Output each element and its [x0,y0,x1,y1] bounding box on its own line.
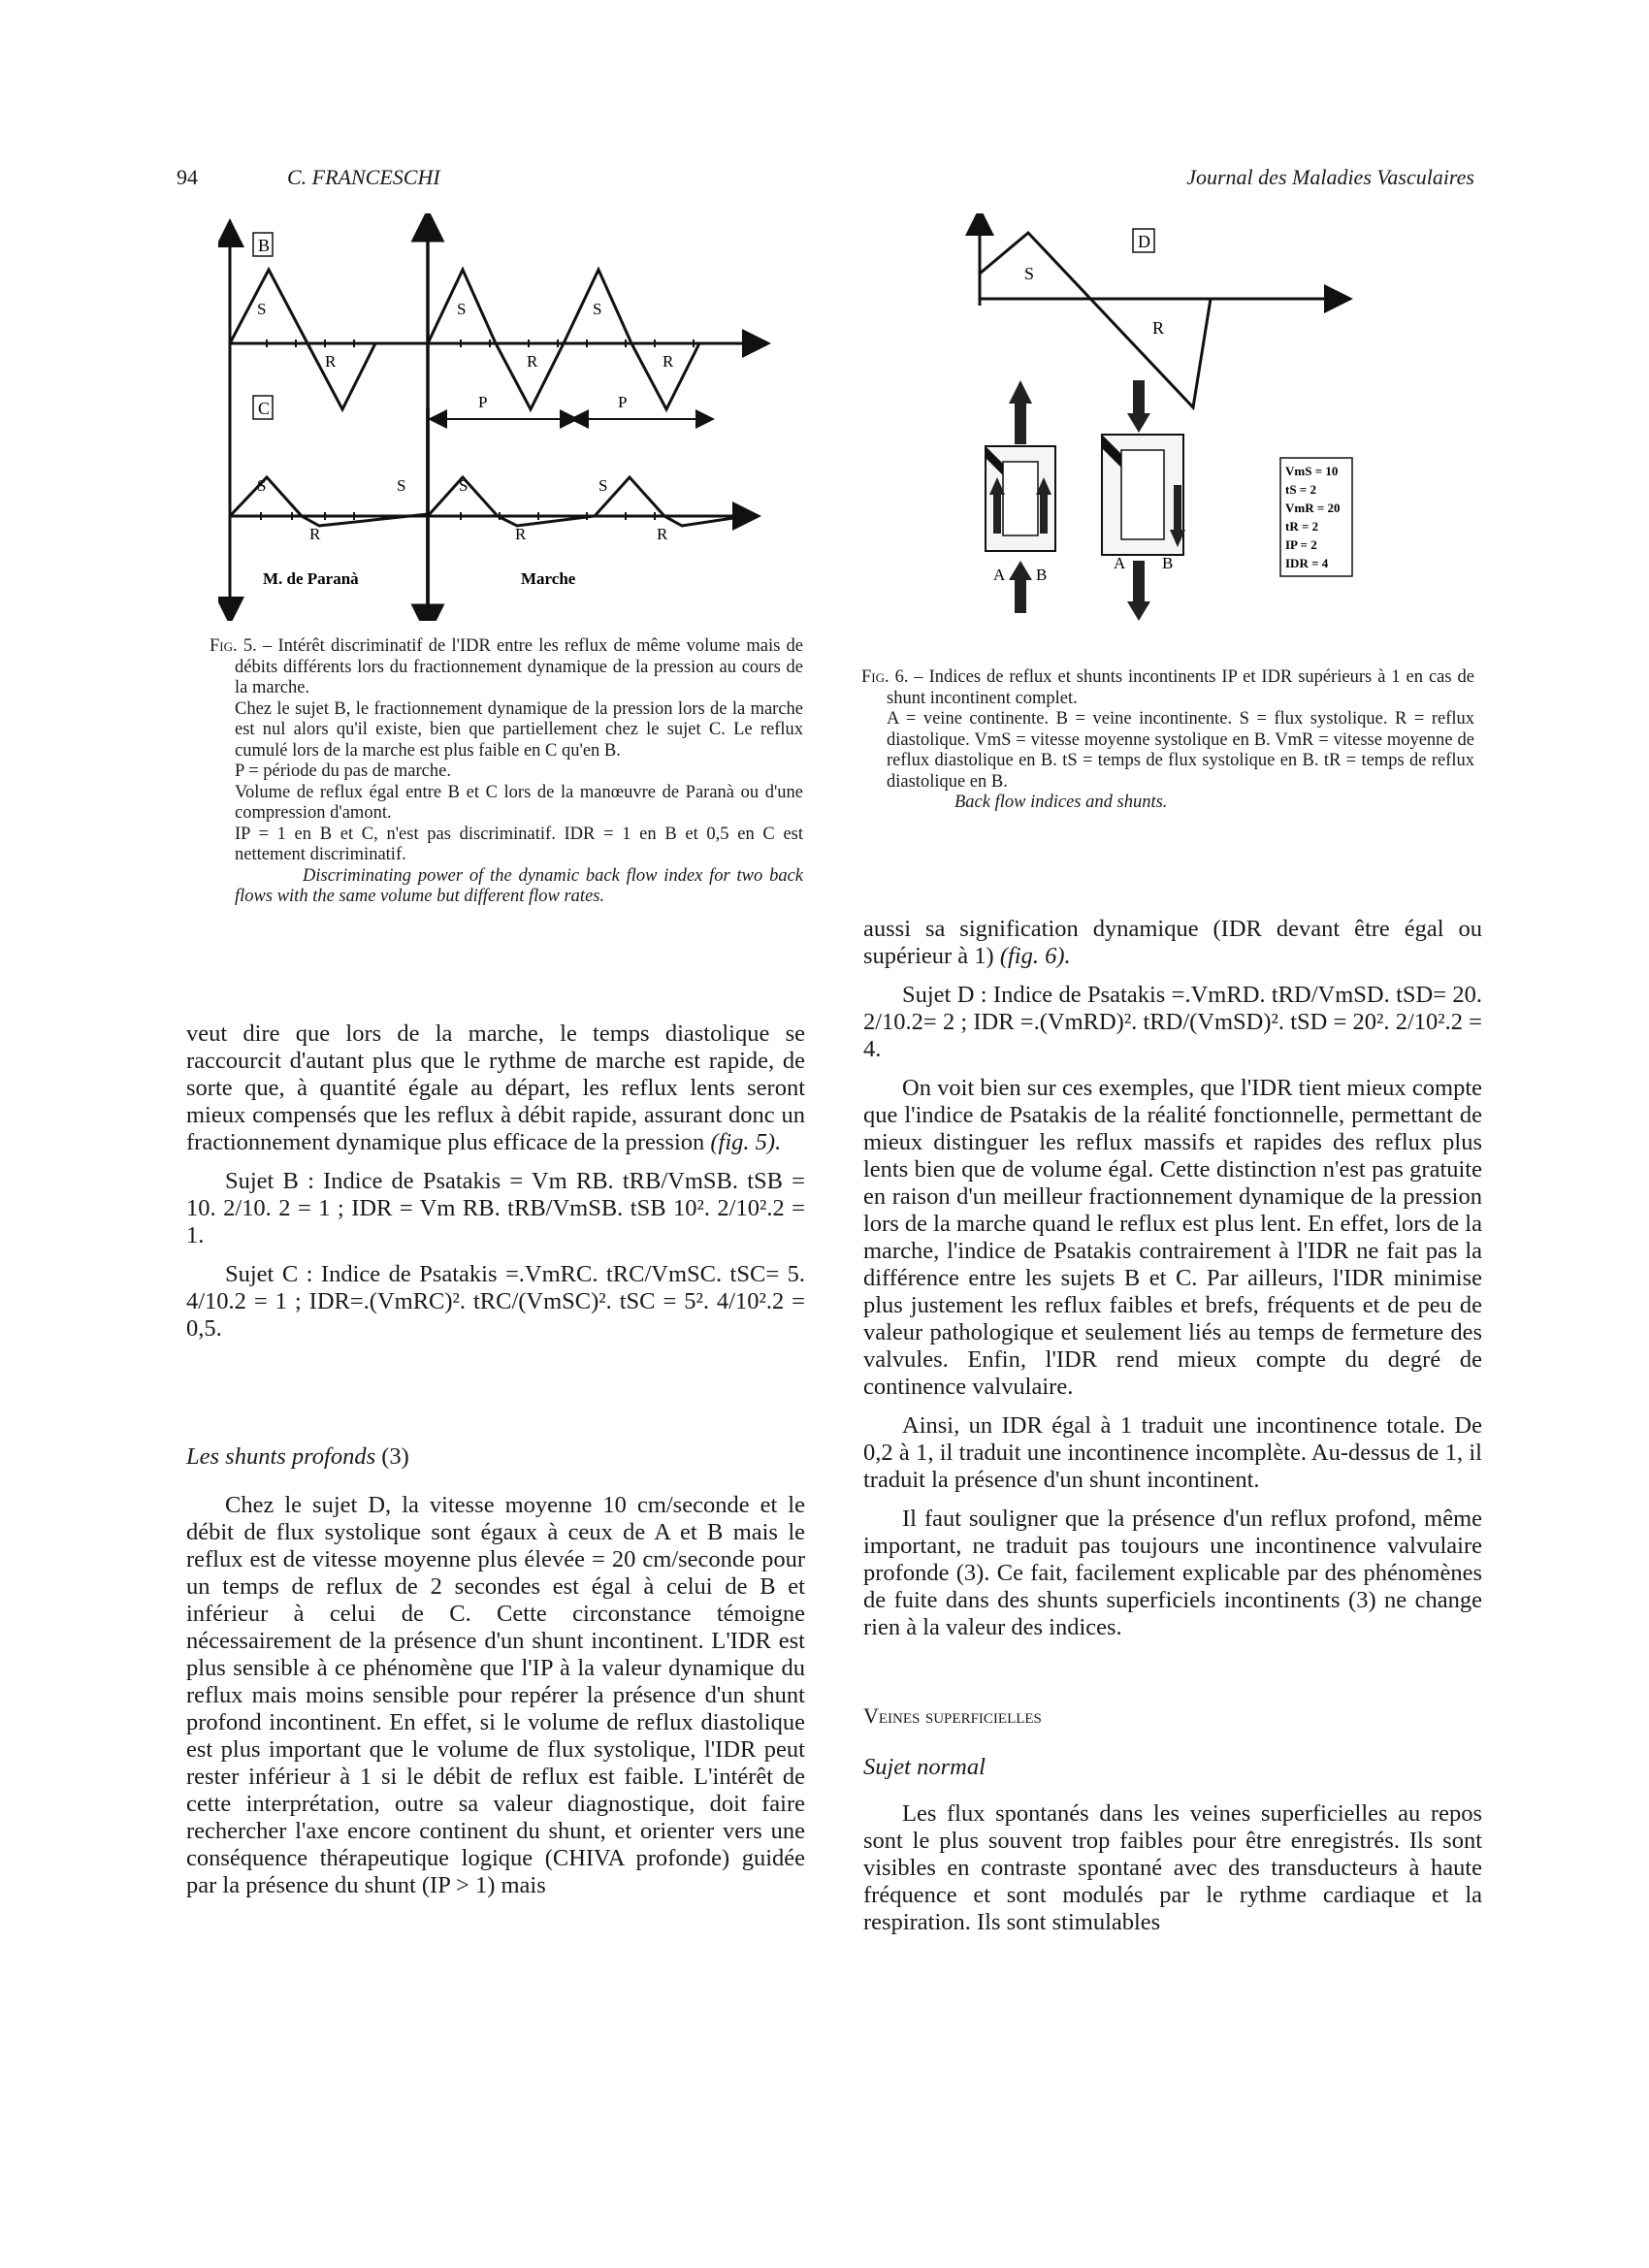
fig6-value-ip: IP = 2 [1285,537,1317,552]
fig6-caption-prefix: Fig. 6. [861,667,909,687]
fig5-c-r2: R [515,525,527,543]
fig5-c-s3: S [598,476,608,495]
fig5-caption-english: Discriminating power of the dynamic back flow index for two back flows with the same volume but different flow rates. [235,865,803,906]
figure-6 [960,213,1397,650]
fig5-caption [210,636,803,908]
section-shunts-title: Les shunts profonds [186,1443,376,1470]
right-p5: Il faut souligner que la présence d'un reflux profond, même important, ne traduit pas toujours une incontinence valvulaire profonde (3). Ce fait, facilement explicable par des phénomènes de fuite dans des shunts superficiels incontinents (3) ne change rien à la valeur des indices. [863,1506,1482,1640]
right-p1: aussi sa signification dynamique (IDR devant être égal ou supérieur à 1) [863,916,1482,969]
fig5-caption-prefix: Fig. 5. [210,636,257,656]
left-p1: veut dire que lors de la marche, le temps diastolique se raccourcit d'autant plus que le rythme de marche est rapide, de sorte que, à quantité égale au départ, les reflux lents seront mieux compensés que les reflux à débit rapide, assurant donc un fractionnement dynamique plus efficace de la pression [186,1021,805,1155]
fig5-p1: P [478,393,488,411]
fig6-label-s: S [1024,264,1035,283]
fig5-b-r2: R [527,352,538,371]
left-p1-ref: (fig. 5). [710,1129,782,1155]
fig6-caption-line2: A = veine continente. B = veine incontinente. S = flux systolique. R = reflux diastolique. VmS = vitesse moyenne systolique en B. VmR = vitesse moyenne de reflux diastolique en B. tS = temps de flux systolique en B. tR = temps de reflux diastolique en B. [887,709,1474,792]
fig6-caption [861,667,1474,814]
right-p4: Ainsi, un IDR égal à 1 traduit une incontinence totale. De 0,2 à 1, il traduit une incontinence incomplète. Au-dessus de 1, il traduit la présence d'un shunt incontinent. [863,1412,1482,1493]
fig5-label-c: C [258,399,271,418]
fig6-value-idr: IDR = 4 [1285,556,1329,570]
fig6-vein-a-b-label: B [1036,566,1048,584]
fig5-caption-line5: IP = 1 en B et C, n'est pas discriminatif. IDR = 1 en B et 0,5 en C est nettement discriminatif. [235,824,803,864]
section-sujet-normal: Sujet normal [863,1754,986,1780]
fig5-b-s1: S [257,300,267,318]
fig5-c-s0: S [397,476,406,495]
journal-title: Journal des Maladies Vasculaires [1186,165,1474,189]
fig5-b-r3: R [663,352,674,371]
fig5-caption-line4: Volume de reflux égal entre B et C lors de la manœuvre de Paranà ou d'une compression d'amont. [235,782,803,823]
left-column-top [186,1021,805,1354]
fig5-caption-line3: P = période du pas de marche. [235,761,451,781]
fig5-c-s1: S [257,476,267,495]
fig6-label-d: D [1138,232,1150,251]
right-p1-ref: (fig. 6). [999,943,1071,969]
fig5-marche-label: Marche [521,569,576,588]
fig6-value-tr: tR = 2 [1285,519,1319,534]
left-column-bottom [186,1492,805,1911]
fig6-vein-b-label: B [1162,554,1174,572]
section-shunts-profonds [186,1443,409,1471]
right-p2: Sujet D : Indice de Psatakis =.VmRD. tRD/VmSD. tSD= 20. 2/10.2= 2 ; IDR =.(VmRD)². tRD/(VmSD)². tSD = 20². 2/10².2 = 4. [863,982,1482,1062]
right-p6: Les flux spontanés dans les veines superficielles au repos sont le plus souvent trop faibles pour être enregistrés. Ils sont visibles en contraste spontané avec des transducteurs à haute fréquence et sont modulés par le rythme cardiaque et la respiration. Ils sont stimulables [863,1800,1482,1935]
fig5-c-s2: S [459,476,469,495]
fig6-caption-english: Back flow indices and shunts. [954,793,1168,812]
fig6-value-vms: VmS = 10 [1285,464,1339,478]
left-p3: Sujet C : Indice de Psatakis =.VmRC. tRC/VmSC. tSC= 5. 4/10.2 = 1 ; IDR=.(VmRC)². tRC/(VmSC)². tSC = 5². 4/10².2 = 0,5. [186,1261,805,1342]
section-veines-superficielles: Veines superficielles [863,1703,1042,1728]
fig5-c-r1: R [309,525,321,543]
fig5-p2: P [618,393,628,411]
fig6-caption-line1: – Indices de reflux et shunts incontinents IP et IDR supérieurs à 1 en cas de shunt incontinent complet. [887,667,1474,708]
fig6-value-vmr: VmR = 20 [1285,501,1341,515]
figure-5 [218,213,771,621]
fig5-caption-line1: – Intérêt discriminatif de l'IDR entre les reflux de même volume mais de débits différents lors du fractionnement dynamique de la pression au cours de la marche. [235,636,803,697]
right-column [863,916,1482,1653]
fig5-b-s3: S [593,300,602,318]
section-shunts-ref: (3) [381,1443,409,1470]
fig5-parana-label: M. de Paranà [263,569,359,588]
fig5-c-r3: R [657,525,668,543]
fig6-vein-b-a-label: A [1114,554,1126,572]
fig5-b-r1: R [325,352,337,371]
page-number: 94 [177,165,198,189]
fig6-value-ts: tS = 2 [1285,482,1316,497]
left-p4: Chez le sujet D, la vitesse moyenne 10 cm/seconde et le débit de flux systolique sont égaux à ceux de A et B mais le reflux est de vitesse moyenne plus élevée = 20 cm/seconde pour un temps de reflux de 2 secondes est égal à celui de B et inférieur à celui de C. Cette circonstance témoigne nécessairement de la présence d'un shunt incontinent. L'IDR est plus sensible à ce phénomène que l'IP à la valeur dynamique du reflux mais moins sensible pour repérer la présence d'un shunt profond incontinent. En effet, si le volume de reflux diastolique est plus important que le volume de flux systolique, l'IDR peut rester inférieur à 1 si le débit de reflux est faible. L'intérêt de cette interprétation, outre sa valeur diagnostique, doit faire rechercher l'axe encore continent du shunt, et orienter vers une conséquence thérapeutique logique (CHIVA profonde) guidée par la présence du shunt (IP > 1) mais [186,1492,805,1898]
fig5-label-b: B [258,236,271,255]
fig6-label-r: R [1152,318,1165,338]
left-p2: Sujet B : Indice de Psatakis = Vm RB. tRB/VmSB. tSB = 10. 2/10. 2 = 1 ; IDR = Vm RB. tRB/VmSB. tSB 10². 2/10².2 = 1. [186,1168,805,1248]
fig5-caption-line2: Chez le sujet B, le fractionnement dynamique de la pression lors de la marche est nul alors qu'il existe, bien que partiellement chez le sujet C. Le reflux cumulé lors de la marche est plus faible en C qu'en B. [235,698,803,761]
right-column-bottom [863,1800,1482,1948]
fig5-b-s2: S [457,300,467,318]
fig6-vein-a-label: A [993,566,1006,584]
running-author: C. FRANCESCHI [287,165,440,189]
right-p3: On voit bien sur ces exemples, que l'IDR tient mieux compte que l'indice de Psatakis de la réalité fonctionnelle, permettant de mieux distinguer les reflux massifs et rapides des reflux plus lents bien que de volume égal. Cette distinction n'est pas gratuite en raison d'un meilleur fractionnement dynamique de la pression lors de la marche quand le reflux est plus lent. En effet, lors de la marche, l'indice de Psatakis contrairement à l'IDR ne fait pas la différence entre les sujets B et C. Par ailleurs, l'IDR minimise plus justement les reflux faibles et brefs, fréquents et de peu de valeur pathologique et seulement liés au temps de fermeture des valvules. Enfin, l'IDR rend mieux compte du degré de continence valvulaire. [863,1075,1482,1400]
